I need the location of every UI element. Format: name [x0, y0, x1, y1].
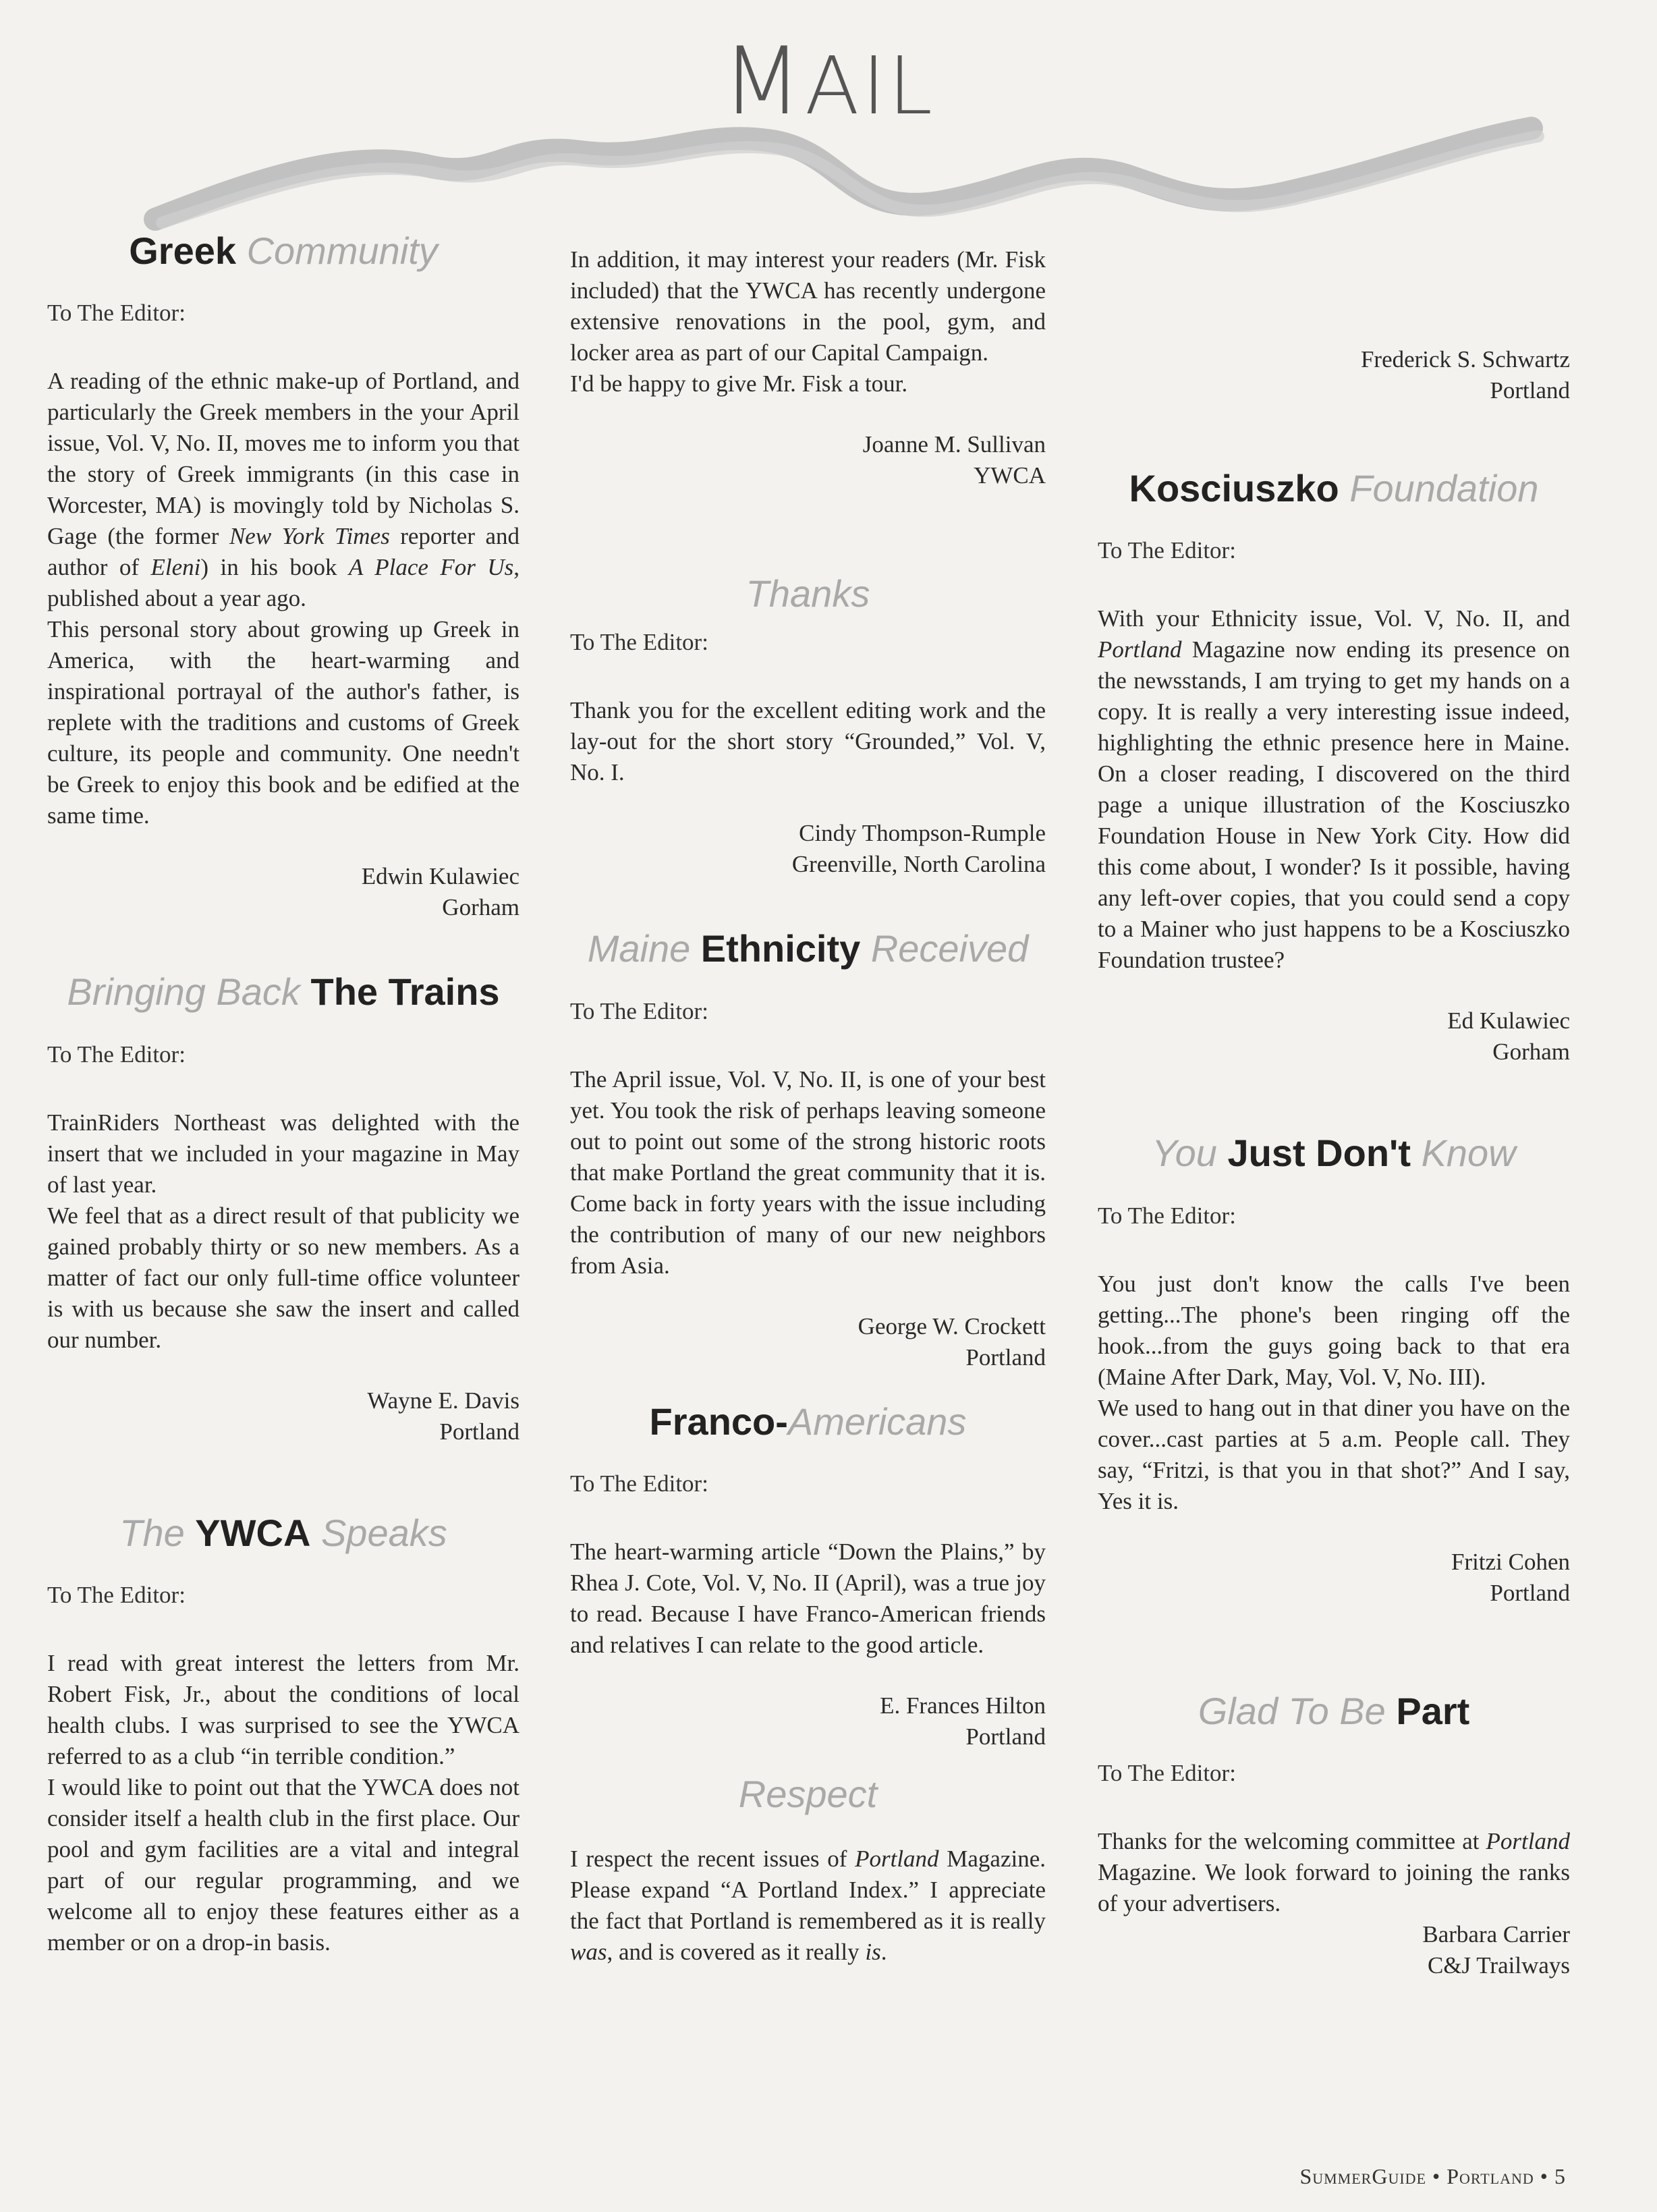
text: Magazine. Please expand “A Portland Index.” I appreciate the fact that Portland is remembered as it is really — [570, 1845, 1046, 1934]
heading-bold: Part — [1396, 1689, 1470, 1732]
signature — [570, 818, 1046, 880]
heading-light: You — [1152, 1132, 1217, 1175]
heading-light: Know — [1421, 1132, 1516, 1175]
signature-name: Cindy Thompson-Rumple — [799, 820, 1046, 847]
signature-place: Portland — [1490, 1579, 1570, 1606]
signature — [1098, 1005, 1570, 1068]
column-1 — [47, 229, 519, 1958]
heading-bringing-back-the-trains — [47, 970, 519, 1014]
paragraph: I would like to point out that the YWCA does not consider itself a health club in the first place. Our pool and gym facilities are a vital and integral part of our regular programming, and we welcome all to enjoy these features either as a member or on a drop-in basis. — [47, 1774, 519, 1956]
heading-light: Received — [870, 927, 1029, 970]
paragraph: We used to hang out in that diner you have on the cover...cast parties at 5 a.m. People call. They say, “Fritzi, is that you in that shot?” And I say, Yes it is. — [1098, 1394, 1570, 1514]
signature-name: Frederick S. Schwartz — [1360, 346, 1570, 372]
italic-text: is — [865, 1938, 881, 1965]
paragraph — [1098, 1826, 1570, 1919]
letter-body-franco — [570, 1537, 1046, 1661]
heading-light: Foundation — [1349, 467, 1539, 509]
italic-text: was — [570, 1938, 607, 1965]
text: Thanks for the welcoming committee at — [1098, 1828, 1486, 1855]
signature — [1098, 344, 1570, 406]
text: , published about a year ago. — [47, 554, 519, 612]
letter-body-ywca-part1 — [47, 1648, 519, 1958]
heading-maine-ethnicity-received — [570, 927, 1046, 970]
text: A reading of the ethnic make-up of Portland, and particularly the Greek members in the your April issue, Vol. V, No. II, moves me to inform you that the story of Greek immigrants (in this case in Worcester, MA) is movingly told by Nicholas S. Gage (the former — [47, 368, 519, 550]
paragraph: The April issue, Vol. V, No. II, is one of your best yet. You took the risk of perhaps leaving someone out to point out some of the strong historic roots that make Portland the great community that it is. Come back in forty years with the issue including the contribution of many of our new neighbors from Asia. — [570, 1066, 1046, 1279]
masthead-initial: M — [721, 27, 805, 136]
text: , and is covered as it really — [607, 1938, 866, 1965]
signature-place: C&J Trailways — [1427, 1952, 1570, 1979]
signature-place: Gorham — [1492, 1039, 1570, 1066]
paragraph: I read with great interest the letters from Mr. Robert Fisk, Jr., about the conditions of local health clubs. I was surprised to see the YWCA referred to as a club “in terrible condition.” — [47, 1650, 519, 1770]
heading-franco-americans — [570, 1400, 1046, 1443]
signature — [47, 861, 519, 923]
italic-text: A Place For Us — [349, 554, 514, 581]
heading-light: Bringing Back — [67, 970, 300, 1014]
text: reporter and author of — [47, 523, 519, 581]
salutation: To The Editor: — [47, 1041, 186, 1068]
paragraph: The heart-warming article “Down the Plains,” by Rhea J. Cote, Vol. V, No. II (April), was a true joy to read. Because I have Franco-American friends and relatives I can relate to the good article. — [570, 1539, 1046, 1659]
heading-light: Community — [246, 229, 438, 272]
salutation: To The Editor: — [47, 300, 186, 327]
text: Magazine. We look forward to joining the ranks of your advertisers. — [1098, 1859, 1570, 1917]
heading-light: Thanks — [746, 572, 870, 615]
heading-light: Speaks — [320, 1511, 447, 1554]
signature — [570, 429, 1046, 491]
letter-body-respect-part1 — [570, 1844, 1046, 1968]
salutation: To The Editor: — [47, 1582, 186, 1609]
heading-light: Respect — [738, 1773, 878, 1816]
heading-bold: YWCA — [195, 1511, 311, 1554]
signature-name: Joanne M. Sullivan — [862, 431, 1046, 458]
letter-body-thanks — [570, 695, 1046, 788]
signature-place: Portland — [965, 1723, 1046, 1750]
heading-bold: Just Don't — [1227, 1132, 1411, 1175]
heading-you-just-dont-know — [1098, 1132, 1570, 1175]
masthead-rest: AIL — [804, 39, 936, 132]
signature — [47, 1385, 519, 1447]
signature — [1098, 1547, 1570, 1609]
paragraph: In addition, it may interest your readers (Mr. Fisk included) that the YWCA has recently undergone extensive renovations in the pool, gym, and locker area as part of our Capital Campaign. — [570, 246, 1046, 366]
text: Magazine now ending its presence on the newsstands, I am trying to get my hands on a copy. It is really a very interesting issue indeed, highlighting the ethnic presence here in Maine. On a closer reading, I discovered on the third page a unique illustration of the Kosciuszko Foundation House in New York City. How did this come about, I wonder? Is it possible, having any left-over copies, that you could send a copy to a Mainer who just happens to be a Kosciuszko Foundation trustee? — [1098, 636, 1570, 974]
signature — [1098, 1919, 1570, 1981]
letter-body-ethnicity — [570, 1064, 1046, 1281]
letter-body-kosciuszko — [1098, 603, 1570, 976]
paragraph — [47, 366, 519, 614]
paragraph — [570, 1844, 1046, 1968]
paragraph: We feel that as a direct result of that publicity we gained probably thirty or so new members. As a matter of fact our only full-time office volunteer is with us because she saw the insert and called our number. — [47, 1202, 519, 1353]
heading-greek-community — [47, 229, 519, 273]
signature-name: E. Frances Hilton — [880, 1692, 1046, 1719]
signature-place: Portland — [965, 1344, 1046, 1371]
page-folio: SummerGuide • Portland • 5 — [1299, 2164, 1566, 2188]
heading-bold: Greek — [129, 229, 237, 272]
text: I respect the recent issues of — [570, 1845, 855, 1872]
heading-bold: Franco- — [649, 1400, 788, 1443]
letter-body-trains — [47, 1107, 519, 1356]
signature-name: Barbara Carrier — [1422, 1921, 1570, 1948]
heading-bold: Ethnicity — [700, 927, 861, 970]
signature-place: Portland — [439, 1418, 519, 1445]
heading-bold: Kosciuszko — [1129, 467, 1339, 509]
signature-name: Edwin Kulawiec — [361, 863, 519, 890]
signature-place: Greenville, North Carolina — [791, 851, 1046, 878]
heading-light: Americans — [787, 1400, 967, 1443]
signature-place: YWCA — [974, 462, 1046, 489]
paragraph: I'd be happy to give Mr. Fisk a tour. — [570, 370, 908, 397]
heading-bold: The Trains — [310, 970, 500, 1014]
column-3 — [1098, 324, 1570, 1981]
salutation: To The Editor: — [1098, 1760, 1236, 1787]
letter-body-greek — [47, 366, 519, 831]
letter-body-dont-know — [1098, 1269, 1570, 1517]
heading-light: Glad To Be — [1198, 1689, 1386, 1732]
column-2 — [570, 244, 1046, 1968]
salutation: To The Editor: — [570, 1470, 708, 1497]
heading-thanks — [570, 572, 1046, 615]
salutation: To The Editor: — [1098, 537, 1236, 564]
letter-body-ywca-part2 — [570, 244, 1046, 399]
letter-body-glad — [1098, 1826, 1570, 1919]
italic-text: Eleni — [150, 554, 201, 581]
signature — [570, 1311, 1046, 1373]
decorative-brush-stroke — [142, 101, 1545, 243]
signature-name: Fritzi Cohen — [1451, 1548, 1570, 1575]
italic-text: New York Times — [229, 523, 390, 550]
heading-kosciuszko-foundation — [1098, 467, 1570, 510]
signature-name: George W. Crockett — [858, 1312, 1046, 1339]
heading-glad-to-be-part — [1098, 1690, 1570, 1733]
heading-the-ywca-speaks — [47, 1512, 519, 1555]
heading-light: Maine — [587, 927, 691, 970]
italic-text: Portland — [855, 1845, 939, 1872]
italic-text: Portland — [1486, 1828, 1570, 1855]
text: . — [880, 1938, 887, 1965]
signature-name: Wayne E. Davis — [367, 1387, 519, 1414]
signature-name: Ed Kulawiec — [1447, 1007, 1570, 1034]
text: ) in his book — [200, 554, 349, 581]
paragraph: TrainRiders Northeast was delighted with the insert that we included in your magazine in May of last year. — [47, 1109, 519, 1198]
signature-place: Portland — [1490, 377, 1570, 404]
signature-place: Gorham — [442, 894, 519, 921]
paragraph — [1098, 603, 1570, 976]
signature — [570, 1690, 1046, 1752]
salutation: To The Editor: — [570, 629, 708, 656]
text: With your Ethnicity issue, Vol. V, No. II, and — [1098, 605, 1570, 632]
paragraph: You just don't know the calls I've been getting...The phone's been ringing off the hook...from the guys going back to that era (Maine After Dark, May, Vol. V, No. III). — [1098, 1270, 1570, 1390]
salutation: To The Editor: — [570, 997, 708, 1024]
heading-light: The — [119, 1511, 185, 1554]
italic-text: Portland — [1098, 636, 1182, 663]
paragraph: Thank you for the excellent editing work and the lay-out for the short story “Grounded,” Vol. V, No. I. — [570, 697, 1046, 786]
paragraph: This personal story about growing up Greek in America, with the heart-warming and inspirational portrayal of the author's father, is replete with the traditions and customs of Greek culture, its people and community. One needn't be Greek to enjoy this book and be edified at the same time. — [47, 616, 519, 829]
salutation: To The Editor: — [1098, 1202, 1236, 1229]
heading-respect — [570, 1773, 1046, 1816]
